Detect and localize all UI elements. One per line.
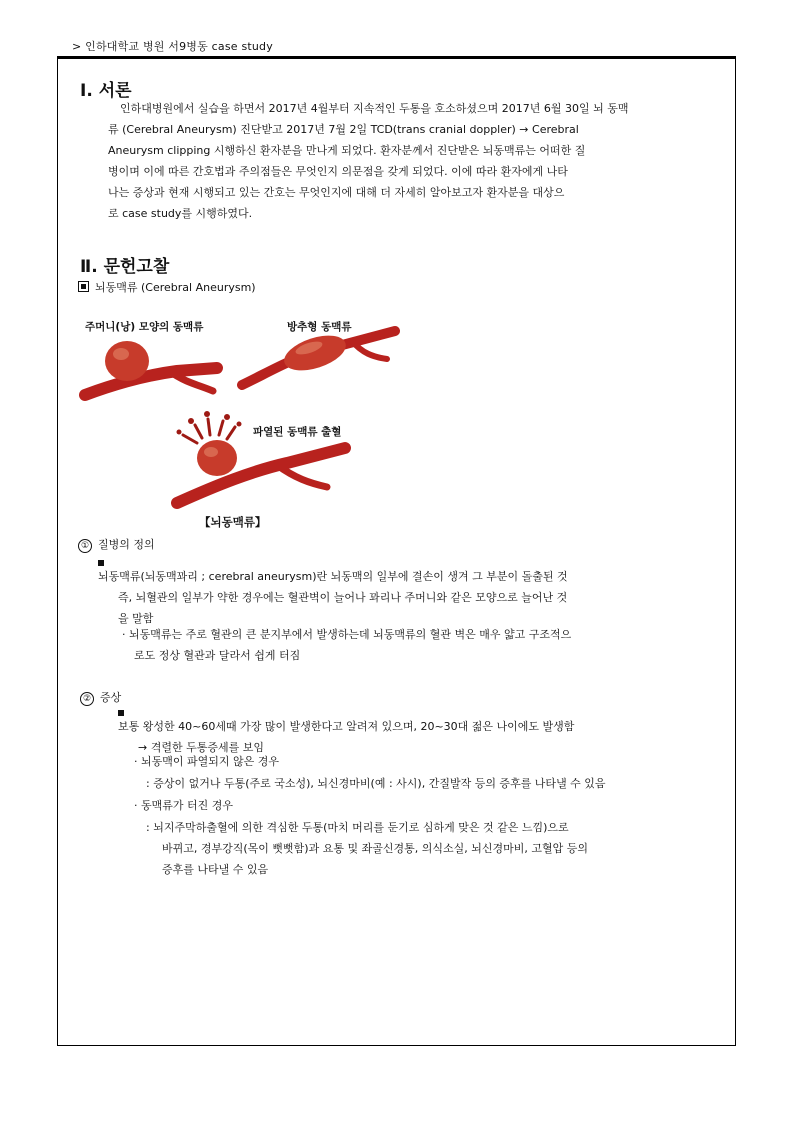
circled-number-2: ② (80, 692, 94, 706)
symptoms-heading (80, 688, 121, 708)
ruptured-line: 바뀌고, 경부강직(목이 뻣뻣함)과 요통 및 좌골신경통, 의식소실, 뇌신경마비, 고혈압 등의 (162, 842, 588, 855)
definition-sub-line: 로도 정상 혈관과 달라서 쉽게 터짐 (134, 649, 301, 662)
page-header: > 인하대학교 병원 서9병동 case study (72, 40, 273, 53)
unruptured-text: : 증상이 없거나 두통(주로 국소성), 뇌신경마비(예 : 사시), 간질발작 등의 증후를 나타낼 수 있음 (146, 777, 606, 790)
symptoms-line: → 격렬한 두통증세를 보임 (138, 741, 264, 754)
definition-line (98, 560, 718, 587)
intro-line: 나는 증상과 현재 시행되고 있는 간호는 무엇인지에 대해 더 자세히 알아보고자 환자분을 대상으 (108, 186, 565, 199)
symptoms-bullet (118, 710, 718, 758)
aneurysm-illustration (77, 313, 401, 535)
ruptured-title: · 동맥류가 터진 경우 (134, 799, 233, 812)
label-fusiform: 방추형 동맥류 (287, 321, 352, 333)
definition-sub (122, 624, 718, 666)
ruptured-line: : 뇌지주막하출혈에 의한 격심한 두통(마치 머리를 둔기로 심하게 맞은 것 같은 느낌)으로 (146, 821, 569, 834)
definition-sub-line: · 뇌동맥류는 주로 혈관의 큰 분지부에서 발생하는데 뇌동맥류의 혈관 벽은 매우 얇고 구조적으 (122, 628, 572, 641)
intro-line: 인하대병원에서 실습을 하면서 2017년 4월부터 지속적인 두통을 호소하셨으며 2017년 6월 30일 뇌 동맥 (120, 102, 629, 115)
definition-line-text: 뇌동맥류(뇌동맥꽈리 ; cerebral aneurysm)란 뇌동맥의 일부에 결손이 생겨 그 부분이 돌출된 것 (98, 570, 568, 583)
definition-heading-text: 질병의 정의 (98, 538, 155, 551)
intro-line: Aneurysm clipping 시행하신 환자분을 만나게 되었다. 환자분께서 진단받은 뇌동맥류는 어떠한 질 (108, 144, 586, 157)
symptoms-line-text: 보통 왕성한 40~60세때 가장 많이 발생한다고 알려져 있으며, 20~30대 젊은 나이에도 발생함 (118, 720, 575, 733)
square-bullet-icon (78, 281, 89, 292)
definition-line: 을 말함 (118, 612, 154, 625)
circled-number-1: ① (78, 539, 92, 553)
aneurysm-figure (77, 313, 401, 535)
definition-heading (78, 535, 155, 555)
section-2-title: Ⅱ. 문헌고찰 (80, 257, 170, 277)
symptoms-heading-text: 증상 (100, 691, 122, 704)
intro-paragraph (108, 98, 718, 224)
subheading (78, 278, 256, 298)
definition-line: 즉, 뇌혈관의 일부가 약한 경우에는 혈관벽이 늘어나 꽈리나 주머니와 같은 모양으로 늘어난 것 (118, 591, 568, 604)
unruptured-title: · 뇌동맥이 파열되지 않은 경우 (134, 755, 279, 768)
symptoms-line (118, 710, 718, 737)
label-ruptured: 파열된 동맥류 출혈 (253, 426, 342, 438)
label-saccular: 주머니(낭) 모양의 동맥류 (85, 321, 204, 333)
ruptured-text (146, 817, 718, 880)
intro-line: 로 case study를 시행하였다. (108, 207, 253, 220)
intro-line: 류 (Cerebral Aneurysm) 진단받고 2017년 7월 2일 TCD(trans cranial doppler) → Cerebral (108, 123, 579, 136)
subheading-text: 뇌동맥류 (Cerebral Aneurysm) (95, 281, 256, 294)
ruptured-line: 증후를 나타낼 수 있음 (162, 863, 269, 876)
figure-caption: 【뇌동맥류】 (199, 515, 267, 529)
section-1-title: Ⅰ. 서론 (80, 81, 132, 101)
intro-line: 병이며 이에 따른 간호법과 주의점들은 무엇인지 의문점을 갖게 되었다. 이에 따라 환자에게 나타 (108, 165, 568, 178)
definition-bullet (98, 560, 718, 629)
